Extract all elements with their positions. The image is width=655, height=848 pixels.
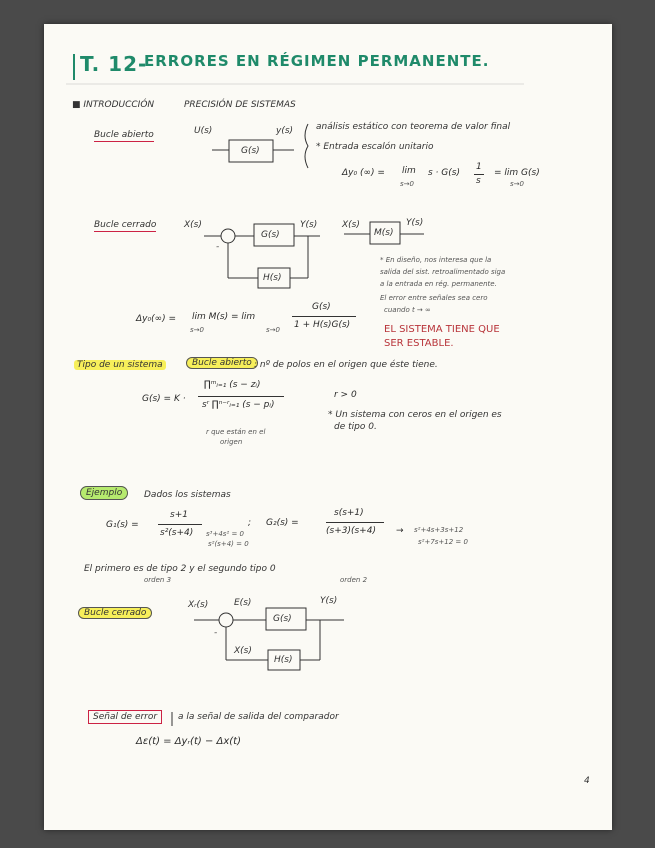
summer-1 — [221, 229, 235, 243]
intro-eq-lim2-sub: s→0 — [510, 180, 524, 188]
intro-eq-frac-den: s — [476, 176, 481, 186]
cl1-eq-num: G(s) — [312, 302, 331, 312]
cl2-g-label: G(s) — [273, 614, 292, 624]
intro-y-label: y(s) — [276, 126, 294, 136]
intro-note-2: * Entrada escalón unitario — [316, 142, 434, 152]
cl2-e-label: E(s) — [234, 598, 252, 608]
cl1eq-x-label: X(s) — [342, 220, 360, 230]
g2-den: (s+3)(s+4) — [326, 526, 376, 536]
g2-num: s(s+1) — [334, 508, 364, 518]
g1-label: G₁(s) = — [106, 520, 139, 530]
tipo-gs: G(s) = K · — [142, 394, 186, 404]
tipo-note-1: * Un sistema con ceros en el origen es — [328, 410, 502, 420]
tipo-frac-bar — [198, 396, 284, 397]
ejemplo-desc: Dados los sistemas — [144, 490, 231, 500]
intro-eq-lhs: Δy₀ (∞) = — [342, 168, 385, 178]
ejemplo-orden-1: orden 3 — [144, 576, 172, 584]
intro-eq-lim-sub: s→0 — [400, 180, 414, 188]
stable-note-1: EL SISTEMA TIENE QUE — [384, 324, 500, 335]
stable-note-2: SER ESTABLE. — [384, 338, 454, 349]
cl1-eq-frac-bar — [292, 316, 356, 317]
intro-eq-frac-bar — [474, 174, 484, 175]
g1-num: s+1 — [170, 510, 188, 520]
cl1-note-3: a la entrada en rég. permanente. — [380, 280, 497, 288]
g1-frac-bar — [158, 524, 202, 525]
cl1-eq-lim: lim M(s) = lim — [192, 312, 256, 322]
g2-label: G₂(s) = — [266, 518, 299, 528]
bucle-cerrado-2-label: Bucle cerrado — [78, 608, 152, 618]
cl1-note-2: salida del sist. retroalimentado siga — [380, 268, 506, 276]
cl1-note-5: cuando t → ∞ — [384, 306, 431, 314]
cl2-xr-label: Xᵣ(s) — [188, 600, 209, 610]
tipo-label: Tipo de un sistema — [74, 360, 166, 370]
g1-side-2: s²(s+4) = 0 — [208, 540, 249, 548]
ejemplo-pill: Ejemplo — [80, 488, 128, 498]
cl1eq-m-label: M(s) — [374, 228, 394, 238]
intro-u-label: U(s) — [194, 126, 213, 136]
g2-frac-bar — [326, 522, 384, 523]
intro-eq-mid: s · G(s) — [428, 168, 460, 178]
tipo-note-2: de tipo 0. — [334, 422, 377, 432]
title-number: T. 12- — [80, 52, 148, 76]
intro-eq-frac-num: 1 — [476, 162, 482, 172]
cl1-note-4: El error entre señales sea cero — [380, 294, 488, 302]
g2-side-1: s²+4s+3s+12 — [414, 526, 464, 534]
ejemplo-orden-2: orden 2 — [340, 576, 368, 584]
tipo-r-note-1: r que están en el — [206, 428, 266, 436]
error-equation: Δε(t) = Δyᵣ(t) − Δx(t) — [136, 736, 241, 747]
tipo-desc: : nº de polos en el origen que éste tiene. — [254, 360, 438, 370]
notebook-page — [44, 24, 612, 830]
cl1-h-label: H(s) — [263, 273, 282, 283]
cl2-x-label: X(s) — [234, 646, 252, 656]
intro-brace — [305, 124, 308, 168]
cl1-eq-den: 1 + H(s)G(s) — [294, 320, 351, 330]
intro-eq-lim: lim — [402, 166, 416, 176]
cl2-y-label: Y(s) — [320, 596, 338, 606]
ejemplo-semicolon: ; — [248, 518, 252, 528]
g2-arrow: → — [396, 526, 404, 536]
tipo-r-note-2: origen — [220, 438, 243, 446]
tipo-den: sʳ ∏ⁿ⁻ʳᵢ₌₁ (s − pᵢ) — [202, 400, 275, 410]
cl2-minus: - — [214, 628, 218, 638]
cl1-y-label: Y(s) — [300, 220, 318, 230]
cl1eq-y-label: Y(s) — [406, 218, 424, 228]
cl1-eq-sub2: s→0 — [266, 326, 280, 334]
tipo-pill: Bucle abierto — [186, 358, 258, 368]
ejemplo-conclusion: El primero es de tipo 2 y el segundo tipo 0 — [84, 564, 276, 574]
cl1-eq-lhs: Δy₀(∞) = — [136, 314, 177, 324]
intro-subheading: PRECISIÓN DE SISTEMAS — [184, 100, 296, 110]
summer-2 — [219, 613, 233, 627]
g2-side-2: s²+7s+12 = 0 — [418, 538, 468, 546]
error-label: Señal de error — [88, 712, 162, 722]
cl1-note-1: * En diseño, nos interesa que la — [380, 256, 492, 264]
cl1-eq-sub: s→0 — [190, 326, 204, 334]
intro-eq-rhs: = lim G(s) — [494, 168, 540, 178]
cl2-h-label: H(s) — [274, 655, 293, 665]
intro-note-1: análisis estático con teorema de valor final — [316, 122, 511, 132]
g1-side-1: s³+4s² = 0 — [206, 530, 244, 538]
intro-g-label: G(s) — [241, 146, 260, 156]
cl1-x-label: X(s) — [184, 220, 202, 230]
bucle-cerrado-label: Bucle cerrado — [94, 220, 157, 230]
page-number: 4 — [584, 776, 590, 786]
g1-den: s²(s+4) — [160, 528, 194, 538]
tipo-num: ∏ᵐᵢ₌₁ (s − zᵢ) — [204, 380, 261, 390]
tipo-r-gt: r > 0 — [334, 390, 357, 400]
page-title: ERRORES EN RÉGIMEN PERMANENTE. — [144, 52, 490, 70]
cl1-minus: - — [216, 242, 220, 252]
bucle-abierto-label: Bucle abierto — [94, 130, 154, 140]
cl1-g-label: G(s) — [261, 230, 280, 240]
intro-heading: ■ INTRODUCCIÓN — [72, 100, 155, 110]
error-desc: a la señal de salida del comparador — [178, 712, 339, 722]
